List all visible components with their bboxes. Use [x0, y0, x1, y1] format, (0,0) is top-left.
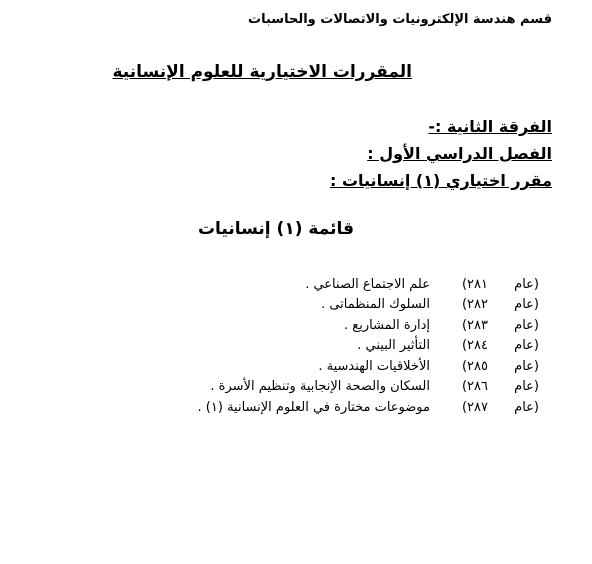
course-code: ٢٨٧) — [461, 400, 488, 415]
course-prefix: (عام — [514, 277, 539, 292]
course-code: ٢٨٥) — [461, 359, 488, 374]
course-name: إدارة المشاريع . — [344, 318, 430, 333]
course-prefix: (عام — [514, 297, 539, 312]
course-prefix: (عام — [514, 318, 539, 333]
course-row — [0, 379, 592, 399]
course-code: ٢٨٤) — [461, 338, 488, 353]
department-name: قسم هندسة الإلكترونيات والاتصالات والحاسبات — [248, 12, 552, 27]
level-heading: الفرقة الثانية :- — [428, 117, 552, 136]
course-row — [0, 400, 592, 420]
course-name: علم الاجتماع الصناعي . — [305, 277, 430, 292]
course-code: ٢٨٣) — [461, 318, 488, 333]
semester-heading: الفصل الدراسي الأول : — [367, 144, 552, 163]
course-group-heading: مقرر اختياري (١) إنسانيات : — [329, 171, 552, 190]
course-code: ٢٨٦) — [461, 379, 488, 394]
list-title: قائمة (١) إنسانيات — [197, 219, 354, 239]
course-row — [0, 277, 592, 297]
course-code: ٢٨٢) — [461, 297, 488, 312]
course-name: السلوك المنظماتى . — [321, 297, 430, 312]
course-name: السكان والصحة الإنجابية وتنظيم الأسرة . — [210, 379, 430, 394]
page-title: المقررات الاختيارية للعلوم الإنسانية — [112, 62, 412, 82]
course-name: موضوعات مختارة في العلوم الإنسانية (١) . — [197, 400, 430, 415]
course-prefix: (عام — [514, 379, 539, 394]
course-name: الأخلاقيات الهندسية . — [318, 359, 430, 374]
course-row — [0, 359, 592, 379]
course-row — [0, 318, 592, 338]
course-prefix: (عام — [514, 338, 539, 353]
course-prefix: (عام — [514, 359, 539, 374]
course-row — [0, 297, 592, 317]
course-name: التأثير البيني . — [357, 338, 430, 353]
course-code: ٢٨١) — [461, 277, 488, 292]
course-row — [0, 338, 592, 358]
course-prefix: (عام — [514, 400, 539, 415]
